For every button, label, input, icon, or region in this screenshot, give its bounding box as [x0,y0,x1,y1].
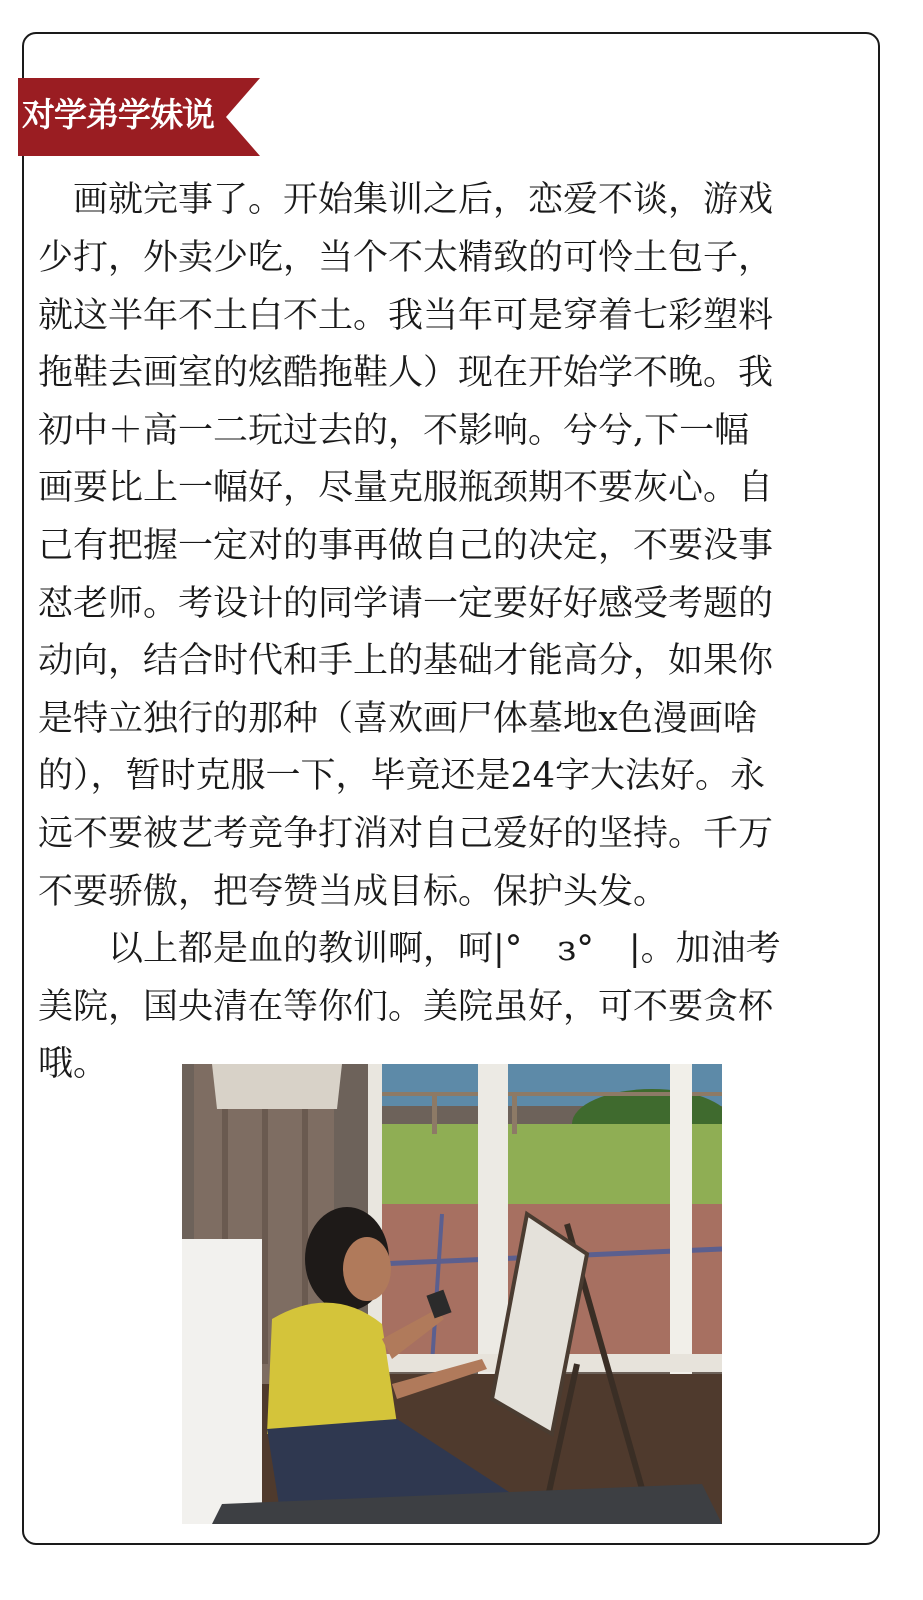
article-line: 怼老师。考设计的同学请一定要好好感受考题的 [38,584,774,624]
article-line: 画要比上一幅好，尽量克服瓶颈期不要灰心。自 [38,468,774,508]
article-line: 动向，结合时代和手上的基础才能高分，如果你 [38,641,774,681]
painting-photo [182,1064,722,1524]
article-line: 哦。 [38,1044,109,1084]
article-line: 初中＋高一二玩过去的，不影响。兮兮,下一幅 [38,411,750,451]
article-line: 就这半年不土白不土。我当年可是穿着七彩塑料 [38,296,774,336]
article-line: 己有把握一定对的事再做自己的决定，不要没事 [38,526,774,566]
article-line: 少打，外卖少吃，当个不太精致的可怜土包子， [38,238,774,278]
article-line: 美院，国央清在等你们。美院虽好，可不要贪杯 [38,987,774,1027]
article-line: 以上都是血的教训啊，呵|° з° |。加油考 [38,929,781,969]
article-line: 画就完事了。开始集训之后，恋爱不谈，游戏 [38,180,774,220]
article-line: 是特立独行的那种（喜欢画尸体墓地x色漫画啥 [38,699,758,739]
section-title: 对学弟学妹说 [22,95,214,134]
article-line: 拖鞋去画室的炫酷拖鞋人）现在开始学不晚。我 [38,353,774,393]
article-line: 的），暂时克服一下，毕竟还是24字大法好。永 [38,756,766,796]
article-line: 远不要被艺考竞争打消对自己爱好的坚持。千万 [38,814,774,854]
article-line: 不要骄傲，把夸赞当成目标。保护头发。 [38,872,669,912]
